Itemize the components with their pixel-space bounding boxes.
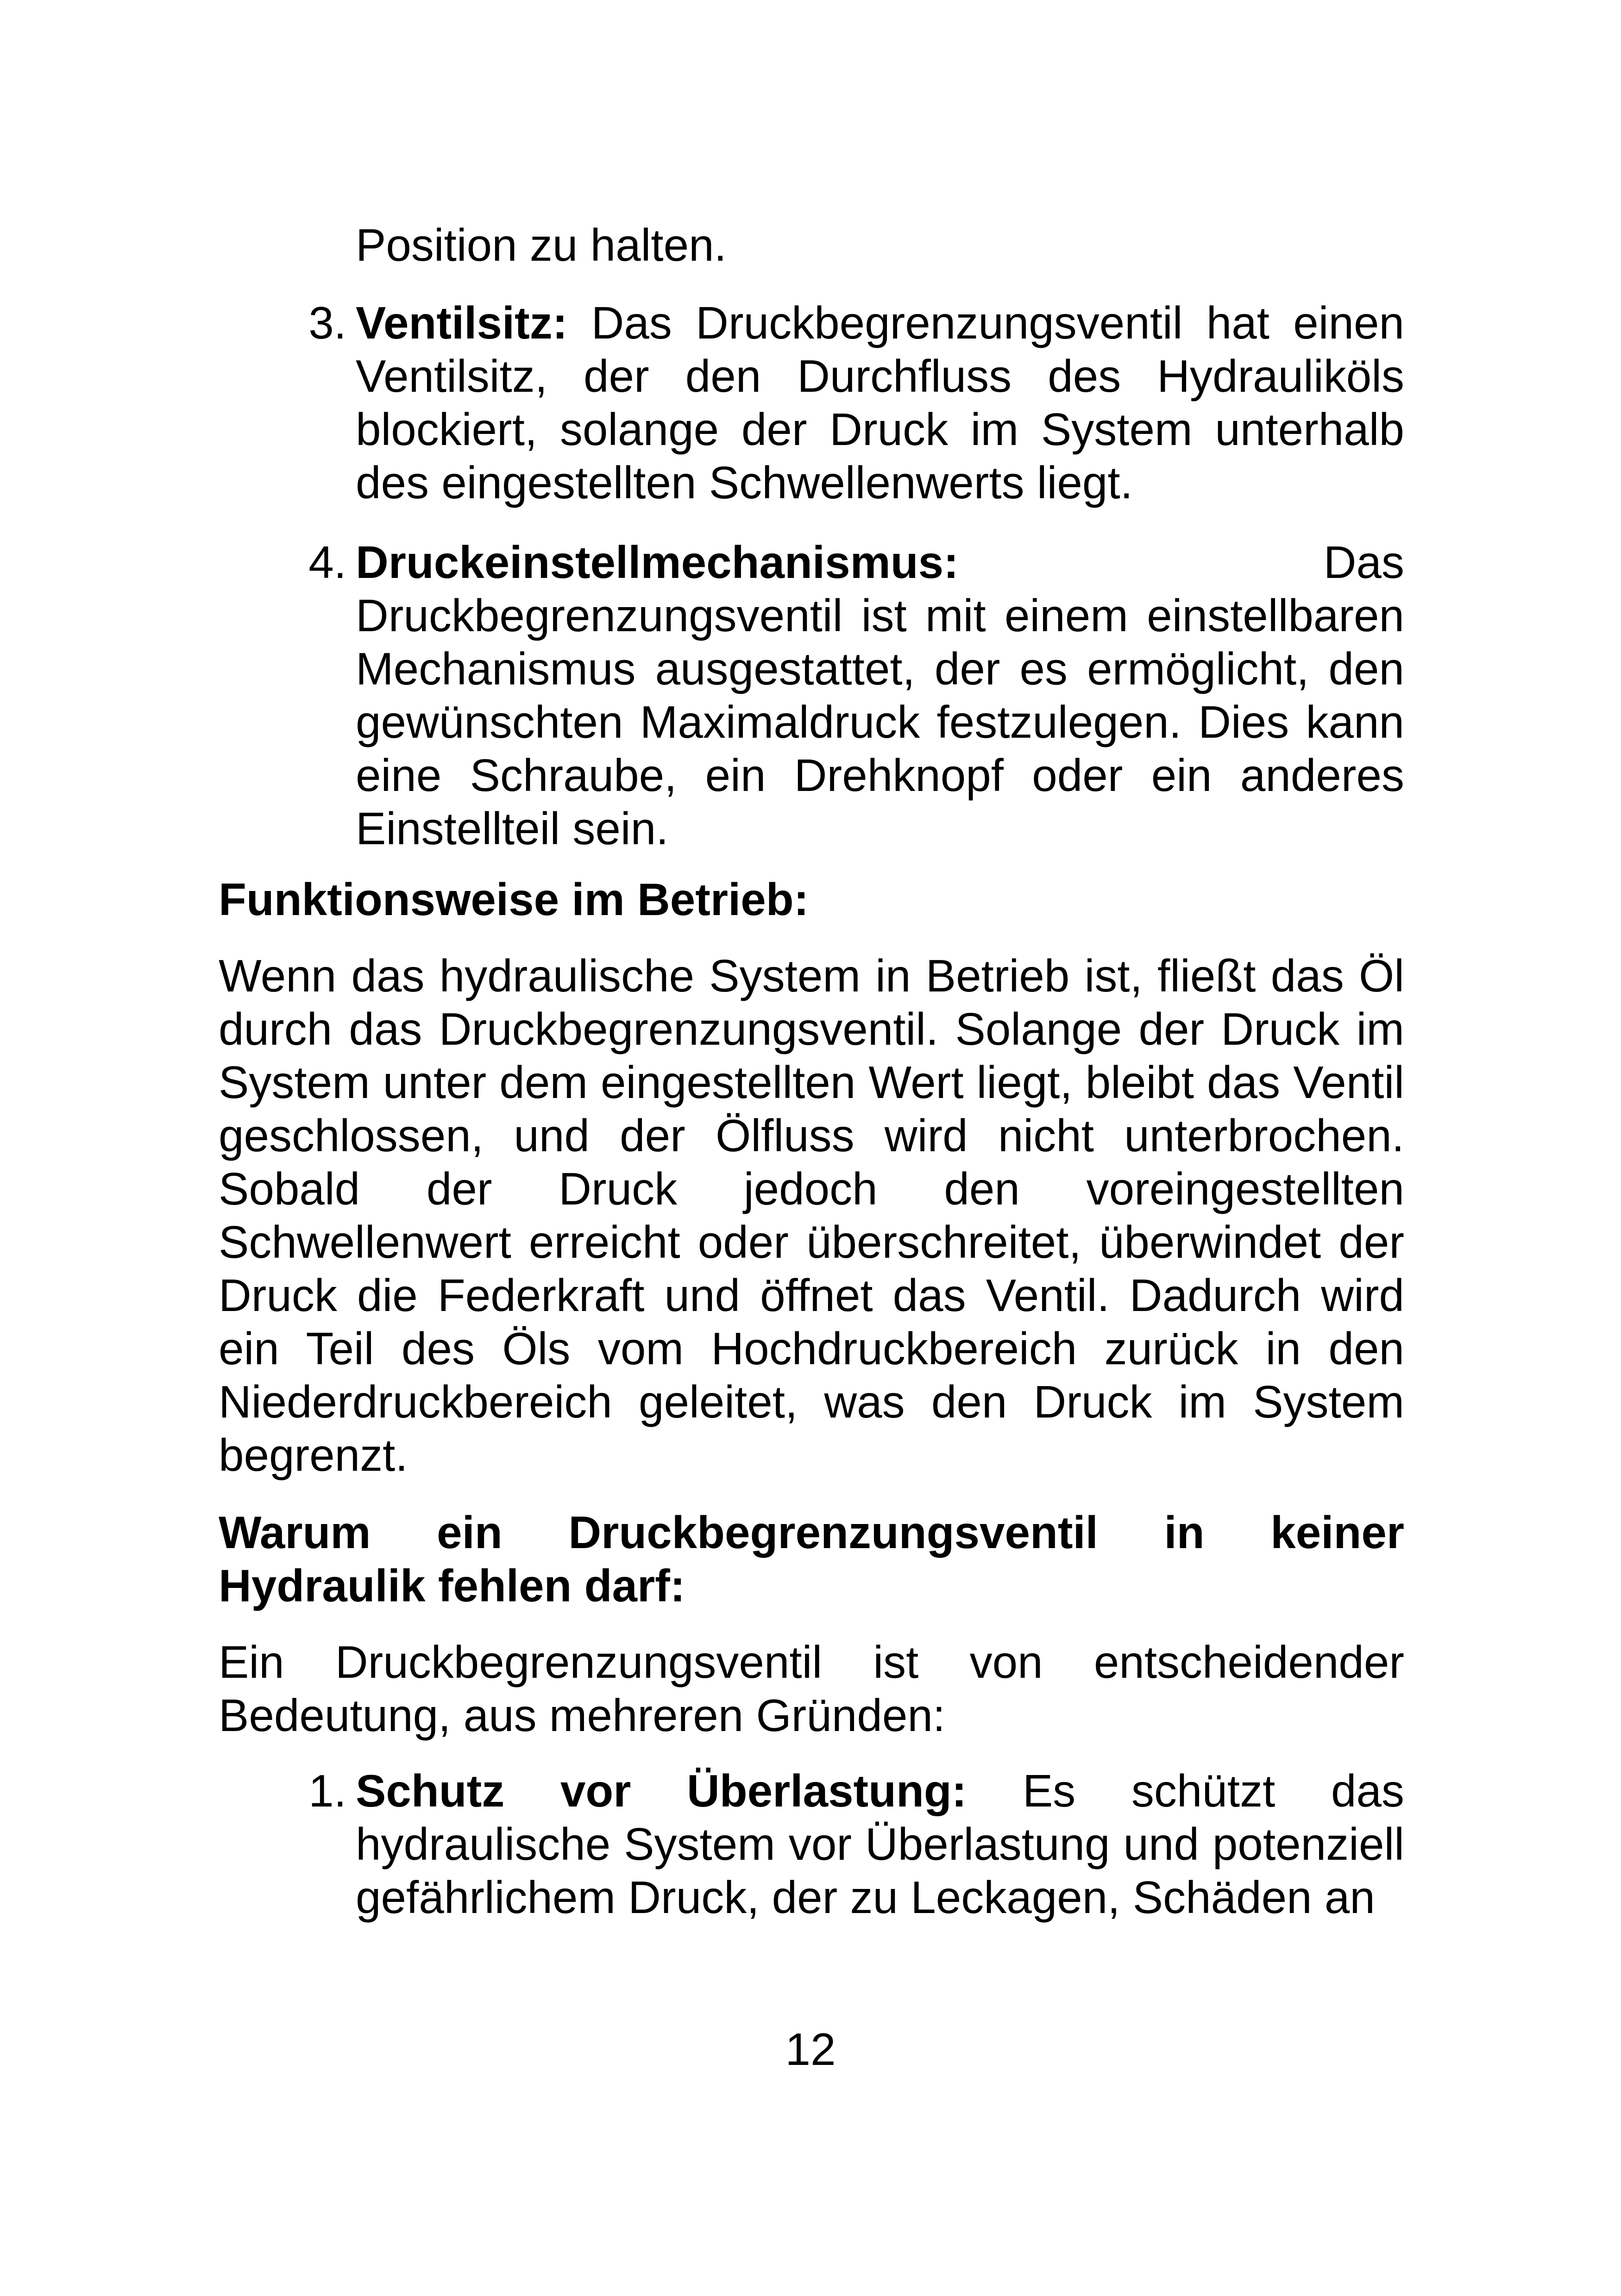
list-item-term: Druckeinstellmechanismus: xyxy=(356,537,1324,588)
paragraph: Ein Druckbegrenzungsventil ist von entscheidender Bedeutung, aus mehreren Gründen: xyxy=(219,1637,1404,1741)
list-item xyxy=(308,536,1404,855)
list-item-text: Das Druckbegrenzungsventil hat einen Ventilsitz, der den Durchfluss des Hydrauliköls blockiert, solange der Druck im System unterhalb des eingestellten Schwellenwerts liegt. xyxy=(356,297,1405,508)
list-item xyxy=(308,296,1405,509)
list-item-text: Es schützt das hydraulische System vor Überlastung und potenziell gefährlichem Druck, der zu Leckagen, Schäden an xyxy=(356,1765,1404,1923)
list-item xyxy=(308,1764,1404,1924)
section-heading xyxy=(219,873,1404,926)
list-item-term: Ventilsitz: xyxy=(356,297,591,348)
section-body xyxy=(219,949,1404,1482)
section-body xyxy=(219,1636,1404,1742)
continuation-text xyxy=(356,219,1404,272)
list-item-text: Das Druckbegrenzungsventil ist mit einem einstellbaren Mechanismus ausgestattet, der es ermöglicht, den gewünschten Maximaldruck festzulegen. Dies kann eine Schraube, ein Drehknopf oder ein anderes Einstellteil sein. xyxy=(356,537,1404,854)
section-heading-text: Warum ein Druckbegrenzungsventil in keiner Hydraulik fehlen darf: xyxy=(219,1507,1404,1611)
page-number: 12 xyxy=(785,2024,836,2075)
list-item-number: 4. xyxy=(308,537,346,588)
section-heading-text: Funktionsweise im Betrieb: xyxy=(219,874,809,925)
list-item-term: Schutz vor Überlastung: xyxy=(356,1765,1023,1816)
section-heading xyxy=(219,1506,1404,1612)
paragraph: Wenn das hydraulische System in Betrieb ist, fließt das Öl durch das Druckbegrenzungsventil. Solange der Druck im System unter dem eingestellten Wert liegt, bleibt das Ventil geschlossen, und der Ölfluss wird nicht unterbrochen. Sobald der Druck jedoch den voreingestellten Schwellenwert erreicht oder überschreitet, überwindet der Druck die Federkraft und öffnet das Ventil. Dadurch wird ein Teil des Öls vom Hochdruckbereich zurück in den Niederdruckbereich geleitet, was den Druck im System begrenzt. xyxy=(219,950,1404,1480)
list-item-number: 3. xyxy=(308,297,346,348)
list-item-number: 1. xyxy=(308,1765,346,1816)
continuation-line: Position zu halten. xyxy=(356,220,727,270)
